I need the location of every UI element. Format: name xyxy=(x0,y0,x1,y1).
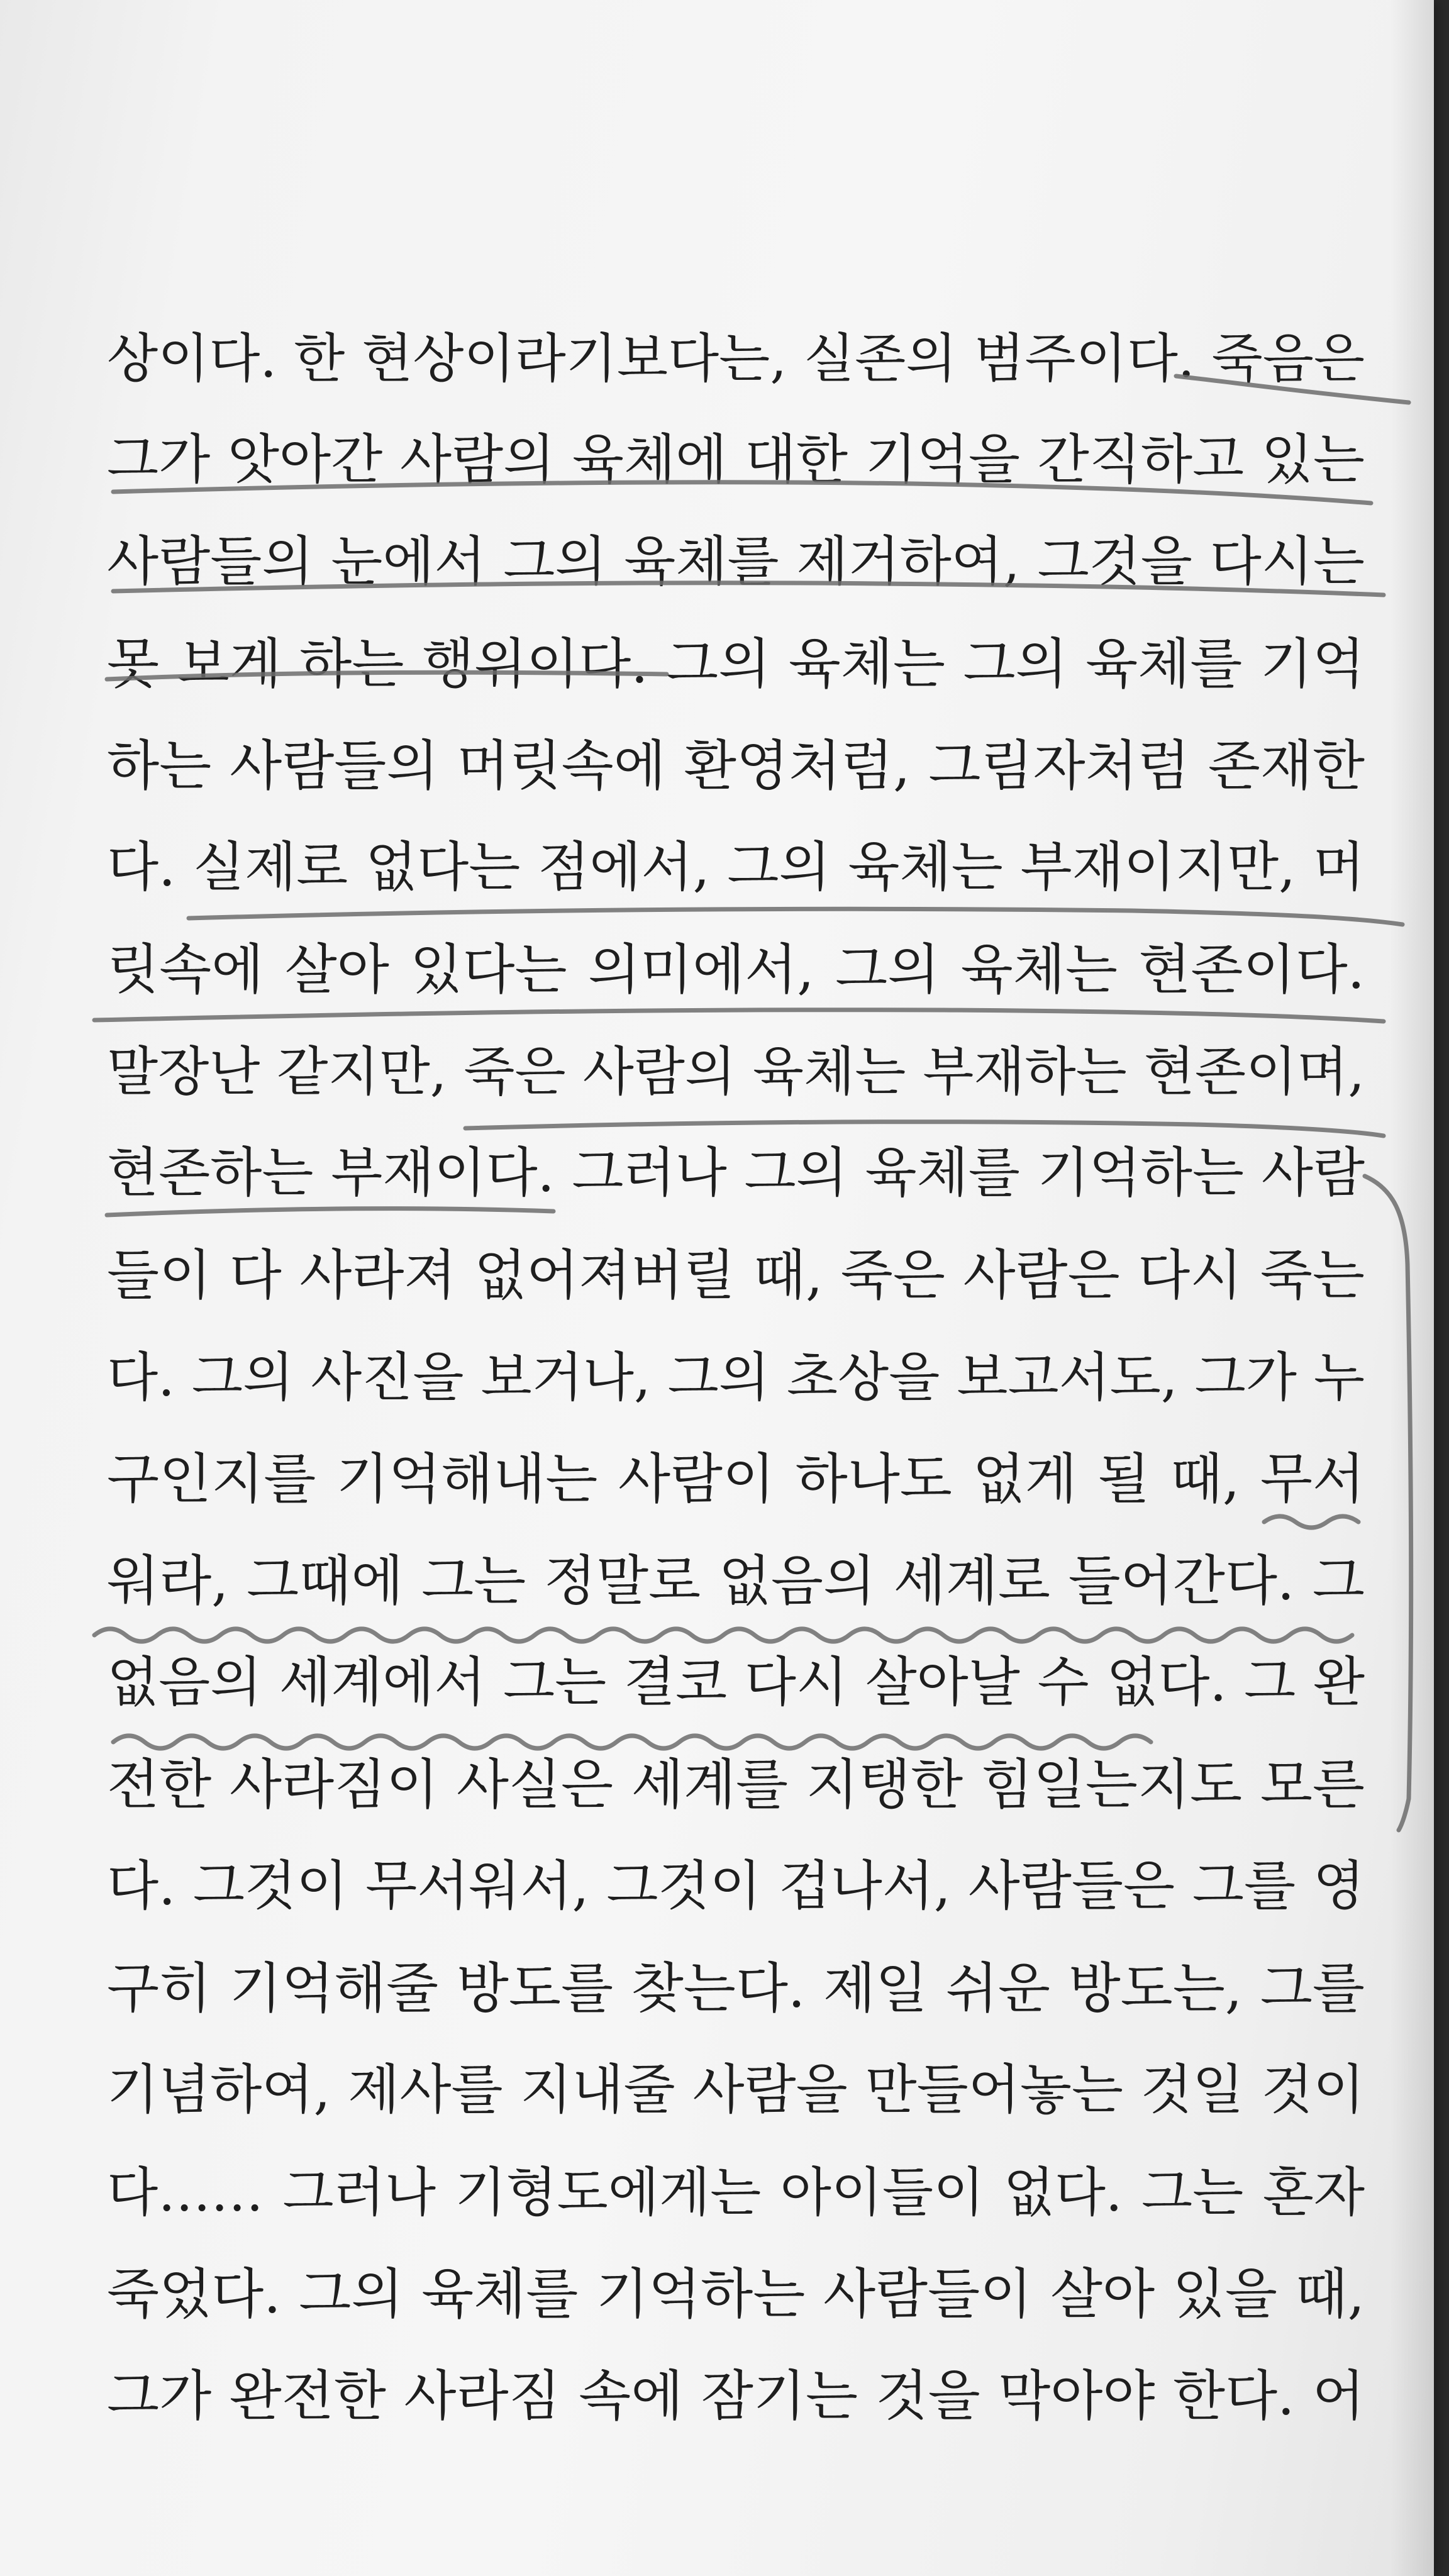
text-line: 상이다. 한 현상이라기보다는, 실존의 범주이다. 죽음은 xyxy=(107,328,1365,389)
text-line: 다. 실제로 없다는 점에서, 그의 육체는 부재이지만, 머 xyxy=(107,836,1365,899)
text-line: 다…… 그러나 기형도에게는 아이들이 없다. 그는 혼자 xyxy=(107,2162,1365,2223)
text-line: 기념하여, 제사를 지내줄 사람을 만들어놓는 것일 것이 xyxy=(107,2059,1365,2121)
text-line: 들이 다 사라져 없어져버릴 때, 죽은 사람은 다시 죽는 xyxy=(107,1244,1365,1307)
text-line: 워라, 그때에 그는 정말로 없음의 세계로 들어간다. 그 xyxy=(107,1550,1365,1613)
text-line: 다. 그의 사진을 보거나, 그의 초상을 보고서도, 그가 누 xyxy=(107,1346,1365,1408)
text-line: 그가 완전한 사라짐 속에 잠기는 것을 막아야 한다. 어 xyxy=(107,2365,1365,2428)
text-line: 구인지를 기억해내는 사람이 하나도 없게 될 때, 무서 xyxy=(107,1448,1365,1511)
text-line: 전한 사라짐이 사실은 세계를 지탱한 힘일는지도 모른 xyxy=(107,1753,1365,1816)
text-line: 다. 그것이 무서워서, 그것이 겁나서, 사람들은 그를 영 xyxy=(107,1855,1365,1918)
text-line: 그가 앗아간 사람의 육체에 대한 기억을 간직하고 있는 xyxy=(107,429,1365,491)
text-line: 없음의 세계에서 그는 결코 다시 살아날 수 없다. 그 완 xyxy=(107,1652,1365,1714)
text-line: 구히 기억해줄 방도를 찾는다. 제일 쉬운 방도는, 그를 xyxy=(107,1957,1365,2020)
text-line: 못 보게 하는 행위이다. 그의 육체는 그의 육체를 기억 xyxy=(107,633,1365,696)
text-line: 사람들의 눈에서 그의 육체를 제거하여, 그것을 다시는 xyxy=(107,531,1365,593)
text-line: 죽었다. 그의 육체를 기억하는 사람들이 살아 있을 때, xyxy=(107,2263,1365,2326)
text-line: 말장난 같지만, 죽은 사람의 육체는 부재하는 현존이며, xyxy=(107,1041,1365,1102)
text-line: 하는 사람들의 머릿속에 환영처럼, 그림자처럼 존재한 xyxy=(107,735,1365,797)
text-line: 현존하는 부재이다. 그러나 그의 육체를 기억하는 사람 xyxy=(107,1142,1365,1204)
text-line: 릿속에 살아 있다는 의미에서, 그의 육체는 현존이다. xyxy=(107,938,1365,1001)
